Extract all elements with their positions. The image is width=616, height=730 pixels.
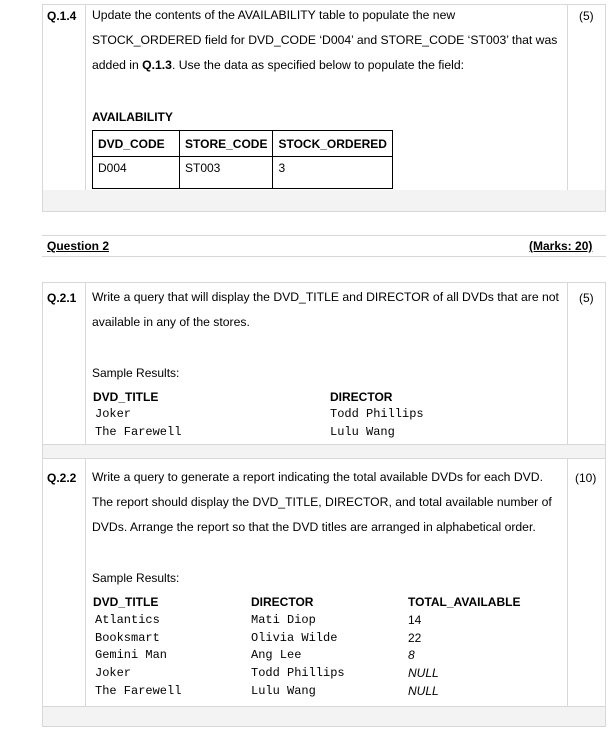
q21-marks: (5) xyxy=(579,291,594,305)
q22-row2-director: Olivia Wilde xyxy=(251,631,338,645)
availability-header-stock-ordered: STOCK_ORDERED xyxy=(273,131,392,157)
q21-header-director: DIRECTOR xyxy=(330,390,393,404)
q22-sample-label: Sample Results: xyxy=(92,571,180,585)
q14-marks: (5) xyxy=(579,9,594,23)
q22-footer-shade xyxy=(43,706,605,726)
table-border-right-2 xyxy=(605,282,606,727)
q21-text-line2: available in any of the stores. xyxy=(92,315,250,329)
q22-header-dvd-title: DVD_TITLE xyxy=(93,595,159,609)
q22-text-line3: DVDs. Arrange the report so that the DVD titles are arranged in alphabetical order. xyxy=(92,520,536,534)
q22-marks: (10) xyxy=(575,471,597,485)
q14-text-line1: Update the contents of the AVAILABILITY table to populate the new xyxy=(92,8,456,22)
table-border-right xyxy=(605,4,606,212)
q22-row4-title: Joker xyxy=(95,666,132,680)
q21-sample-label: Sample Results: xyxy=(92,366,180,380)
q22-row5-title: The Farewell xyxy=(95,684,182,698)
q22-row1-title: Atlantics xyxy=(95,613,160,627)
q22-row5-total: NULL xyxy=(408,684,439,698)
q21-row2-title: The Farewell xyxy=(95,425,182,439)
availability-table xyxy=(92,130,393,189)
table-border-col1 xyxy=(85,4,86,212)
q14-number: Q.1.4 xyxy=(47,9,77,23)
q22-row4-director: Todd Phillips xyxy=(251,666,345,680)
table-border-left xyxy=(42,4,43,212)
q14-footer-shade xyxy=(43,190,605,211)
q22-number: Q.2.2 xyxy=(47,471,77,485)
q21-question-text xyxy=(92,285,567,335)
q22-row5-director: Lulu Wang xyxy=(251,684,316,698)
q21-row1-title: Joker xyxy=(95,407,132,421)
q14-reference: Q.1.3 xyxy=(142,58,172,72)
table-border-q22-bottom xyxy=(42,706,606,707)
table-border-col1-2 xyxy=(85,282,86,727)
question2-rule-bottom xyxy=(42,256,606,257)
q21-row1-director: Todd Phillips xyxy=(330,407,424,421)
q21-number: Q.2.1 xyxy=(47,291,77,305)
q22-text-line1: Write a query to generate a report indicating the total available DVDs for each DVD. xyxy=(92,470,543,484)
availability-header-row xyxy=(93,131,393,157)
question2-marks: (Marks: 20) xyxy=(529,239,593,253)
q22-header-total-available: TOTAL_AVAILABLE xyxy=(408,595,521,609)
q22-row1-director: Mati Diop xyxy=(251,613,316,627)
q22-row3-title: Gemini Man xyxy=(95,648,168,662)
q22-text-line2: The report should display the DVD_TITLE, DIRECTOR, and total available number of xyxy=(92,495,552,509)
q14-question-text xyxy=(92,3,562,78)
q14-text-line3-post: . Use the data as specified below to populate the field: xyxy=(171,58,464,72)
q22-row4-total: NULL xyxy=(408,666,439,680)
availability-data-row xyxy=(93,157,393,189)
question2-title: Question 2 xyxy=(47,239,110,253)
availability-cell-dvd-code: D004 xyxy=(93,157,180,189)
q21-footer-shade xyxy=(43,444,605,458)
q22-row3-total: 8 xyxy=(408,648,415,662)
availability-table-title: AVAILABILITY xyxy=(92,110,173,124)
q14-text-line2: STOCK_ORDERED field for DVD_CODE ‘D004’ and STORE_CODE ‘ST003’ that was xyxy=(92,33,558,47)
q22-header-director: DIRECTOR xyxy=(251,595,314,609)
table-border-q21-bottom xyxy=(42,444,606,445)
q21-header-dvd-title: DVD_TITLE xyxy=(93,390,159,404)
question2-rule-top xyxy=(42,235,606,236)
table-border-q14-bottom xyxy=(42,211,606,212)
table-border-bottom xyxy=(42,726,606,727)
table-border-q22-top xyxy=(42,458,606,459)
q14-text-line3 xyxy=(92,53,562,78)
q22-row3-director: Ang Lee xyxy=(251,648,302,662)
q21-text-line1: Write a query that will display the DVD_TITLE and DIRECTOR of all DVDs that are not xyxy=(92,290,559,304)
availability-cell-stock-ordered: 3 xyxy=(273,157,392,189)
q22-row2-total: 22 xyxy=(408,631,422,645)
availability-header-store-code: STORE_CODE xyxy=(180,131,273,157)
q22-row1-total: 14 xyxy=(408,613,422,627)
q22-question-text xyxy=(92,465,567,540)
table-border-col2 xyxy=(567,4,568,212)
table-border-q21-top xyxy=(42,282,606,283)
availability-cell-store-code: ST003 xyxy=(180,157,273,189)
table-border-col2-2 xyxy=(567,282,568,727)
q14-text-line3-pre: added in xyxy=(92,58,143,72)
table-border-left-2 xyxy=(42,282,43,727)
q21-row2-director: Lulu Wang xyxy=(330,425,395,439)
q22-row2-title: Booksmart xyxy=(95,631,160,645)
availability-header-dvd-code: DVD_CODE xyxy=(93,131,180,157)
